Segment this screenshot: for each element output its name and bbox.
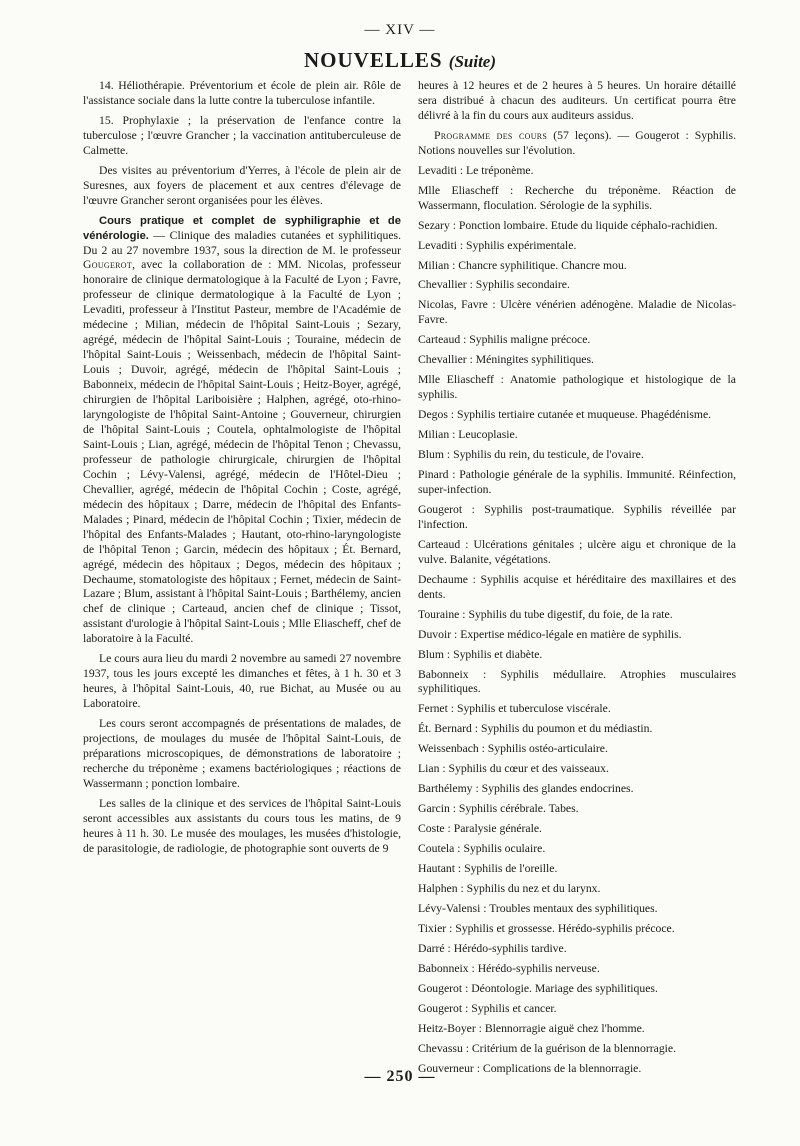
lesson-item: Sezary : Ponction lombaire. Etude du liquide céphalo-rachidien. [418, 218, 718, 232]
lesson-list [418, 164, 736, 1077]
lesson-item: Ét. Bernard : Syphilis du poumon et du médiastin. [418, 722, 653, 736]
lesson-item: Heitz-Boyer : Blennorragie aiguë chez l'homme. [418, 1021, 645, 1035]
lesson-item: Chevallier : Méningites syphilitiques. [418, 353, 594, 367]
heading-suffix: (Suite) [448, 52, 497, 71]
lesson-item: Blum : Syphilis et diabète. [418, 647, 543, 661]
lesson-item: Degos : Syphilis tertiaire cutanée et muqueuse. Phagédénisme. [418, 408, 712, 422]
lesson-item: Levaditi : Syphilis expérimentale. [418, 238, 577, 252]
course-director: Gougerot [83, 258, 133, 272]
lesson-item: Tixier : Syphilis et grossesse. Hérédo-syphilis précoce. [418, 921, 675, 935]
lesson-item: Lévy-Valensi : Troubles mentaux des syphilitiques. [418, 901, 658, 915]
lesson-item: Coutela : Syphilis oculaire. [418, 842, 546, 856]
page-number: — 250 — [364, 1068, 436, 1085]
roman-folio: — XIV — [364, 22, 436, 38]
lesson-item: Coste : Paralysie générale. [418, 822, 542, 836]
program-label: Programme des cours [434, 128, 548, 142]
continued-paragraph: heures à 12 heures et de 2 heures à 5 heures. Un horaire détaillé sera distribué à chacun des auditeurs. Un certificat pourra être délivré à la fin du cours aux auditeurs assidus. [418, 79, 736, 122]
lesson-item: Gougerot : Syphilis post-traumatique. Syphilis réveillée par l'infection. [418, 502, 736, 531]
paragraph: 14. Héliothérapie. Préventorium et école de plein air. Rôle de l'assistance sociale dans la lutte contre la tuberculose infantile. [83, 79, 401, 107]
right-column [418, 79, 736, 1082]
lesson-item: Milian : Leucoplasie. [418, 428, 518, 442]
paragraph: Des visites au préventorium d'Yerres, à l'école de plein air de Suresnes, aux foyers de placement et aux centres d'élevage de l'œuvre Grancher seront organisées pour les élèves. [83, 163, 401, 207]
lesson-item: Fernet : Syphilis et tuberculose viscérale. [418, 702, 611, 716]
heading-title: NOUVELLES [303, 48, 443, 72]
paragraph: Le cours aura lieu du mardi 2 novembre au samedi 27 novembre 1937, tous les jours excepté les dimanches et fêtes, à 1 h. 30 et 3 heures, à l'hôpital Saint-Louis, 40, rue Bichat, au Musée ou au Laboratoire. [83, 652, 401, 711]
lesson-item: Mlle Eliascheff : Anatomie pathologique et histologique de la syphilis. [418, 373, 736, 402]
lesson-item: Weissenbach : Syphilis ostéo-articulaire. [418, 742, 608, 756]
lesson-item: Chevassu : Critérium de la guérison de la blennorragie. [418, 1041, 677, 1055]
lesson-item: Milian : Chancre syphilitique. Chancre mou. [418, 258, 627, 272]
course-text-b: , avec la collaboration de : MM. Nicolas, professeur honoraire de clinique dermatologique à la Faculté de Lyon ; Favre, professeur de clinique dermatologique à la Faculté de Lyon ; Levaditi, professeur à l'Institut Pasteur, membre de l'Académie de médecine ; Milian, médecin de l'hôpital Saint-Louis ; Sezary, agrégé, médecin de l'hôpital Saint-Louis ; Touraine, médecin de l'hôpital Saint-Louis ; Weissenbach, médecin de l'hôpital Saint-Louis ; Duvoir, agrégé, médecin de l'hôpital Saint-Louis ; Babonneix, médecin de l'hôpital Saint-Louis ; Heitz-Boyer, agrégé, chirurgien de l'hôpital Lariboisière ; Halphen, agrégé, oto-rhino-laryngologiste de l'hôpital Saint-Antoine ; Gouverneur, chirurgien de l'hôpital Saint-Louis ; Coutela, ophtalmologiste de l'hôpital Saint-Louis ; Lian, agrégé, médecin de l'hôpital Tenon ; Chevassu, professeur de pathologie chirurgicale, chirurgien de l'hôpital Cochin ; Lévy-Valensi, agrégé, médecin de l'Hôtel-Dieu ; Chevallier, agrégé, médecin de l'hôpital Cochin ; Coste, agrégé, médecin des hôpitaux ; Darre, médecin de l'hôpital des Enfants-Malades ; Pinard, médecin de l'hôpital Cochin ; Tixier, médecin de l'hôpital des Enfants-Malades ; Hautant, oto-rhino-laryngologiste de l'hôpital Tenon ; Garcin, médecin des hôpitaux ; Ét. Bernard, agrégé, médecin des hôpitaux ; Degos, médecin des hôpitaux ; Dechaume, stomatologiste des hôpitaux ; Fernet, médecin de Saint-Lazare ; Blum, assistant à l'hôpital Saint-Louis ; Barthélemy, ancien chef de clinique ; Carteaud, ancien chef de clinique ; Tissot, assistant d'urologie à l'hôpital Saint-Louis ; Mlle Eliascheff, chef de laboratoire à la Faculté. [83, 258, 401, 646]
lesson-item: Duvoir : Expertise médico-légale en matière de syphilis. [418, 627, 682, 641]
course-announcement [83, 214, 401, 648]
lesson-item: Darré : Hérédo-syphilis tardive. [418, 941, 567, 955]
lesson-item: Pinard : Pathologie générale de la syphilis. Immunité. Réinfection, super-infection. [418, 468, 736, 496]
course-text-a: — Clinique des maladies cutanées et syphilitiques. Du 2 au 27 novembre 1937, sous la direction de M. le professeur [83, 228, 401, 257]
lesson-item: Dechaume : Syphilis acquise et héréditaire des maxillaires et des dents. [418, 572, 736, 601]
paragraph: 15. Prophylaxie ; la préservation de l'enfance contre la tuberculose ; l'œuvre Grancher ; la vaccination antituberculeuse de Calmette. [83, 113, 401, 157]
lesson-item: Babonneix : Hérédo-syphilis nerveuse. [418, 961, 600, 975]
paragraph: Les salles de la clinique et des services de l'hôpital Saint-Louis seront accessibles aux assistants du cours tous les matins, de 9 heures à 11 h. 30. Le musée des moulages, les musées d'histologie, de parasitologie, de radiologie, de photographie sont ouverts de 9 [83, 796, 401, 855]
lesson-item: Nicolas, Favre : Ulcère vénérien adénogène. Maladie de Nicolas-Favre. [418, 298, 736, 327]
course-title: Cours pratique et complet de syphiligraphie et de vénérologie. [83, 214, 401, 242]
lesson-item: Lian : Syphilis du cœur et des vaisseaux. [418, 762, 609, 776]
lesson-item: Carteaud : Syphilis maligne précoce. [418, 333, 591, 347]
lesson-item: Hautant : Syphilis de l'oreille. [418, 862, 558, 876]
left-column [83, 79, 401, 862]
lesson-item: Halphen : Syphilis du nez et du larynx. [418, 881, 601, 895]
lesson-item: Barthélemy : Syphilis des glandes endocrines. [418, 782, 634, 796]
lesson-item: Gouverneur : Complications de la blennorragie. [418, 1061, 642, 1075]
lesson-item: Gougerot : Déontologie. Mariage des syphilitiques. [418, 981, 658, 995]
lesson-item: Chevallier : Syphilis secondaire. [418, 278, 570, 292]
program-rest: (57 leçons). — Gougerot : Syphilis. Notions nouvelles sur l'évolution. [418, 128, 736, 157]
paragraph: Les cours seront accompagnés de présentations de malades, de projections, de moulages du musée de l'hôpital Saint-Louis, de préparations microscopiques, de démonstrations de laboratoire ; recherche du tréponème ; examens bactériologiques ; réactions de Wassermann ; ponction lombaire. [83, 717, 401, 790]
lesson-item: Blum : Syphilis du rein, du testicule, de l'ovaire. [418, 448, 644, 462]
lesson-item: Carteaud : Ulcérations génitales ; ulcère aigu et chronique de la vulve. Balanite, végétations. [418, 537, 736, 566]
lesson-item: Touraine : Syphilis du tube digestif, du foie, de la rate. [418, 607, 673, 621]
lesson-item: Garcin : Syphilis cérébrale. Tabes. [418, 802, 579, 816]
lesson-item: Levaditi : Le tréponème. [418, 163, 534, 177]
lesson-item: Gougerot : Syphilis et cancer. [418, 1001, 557, 1015]
section-heading [0, 48, 800, 73]
program-intro [418, 129, 736, 159]
lesson-item: Mlle Eliascheff : Recherche du tréponème. Réaction de Wassermann, floculation. Sérologie de la syphilis. [418, 183, 736, 212]
lesson-item: Babonneix : Syphilis médullaire. Atrophies musculaires syphilitiques. [418, 667, 736, 696]
